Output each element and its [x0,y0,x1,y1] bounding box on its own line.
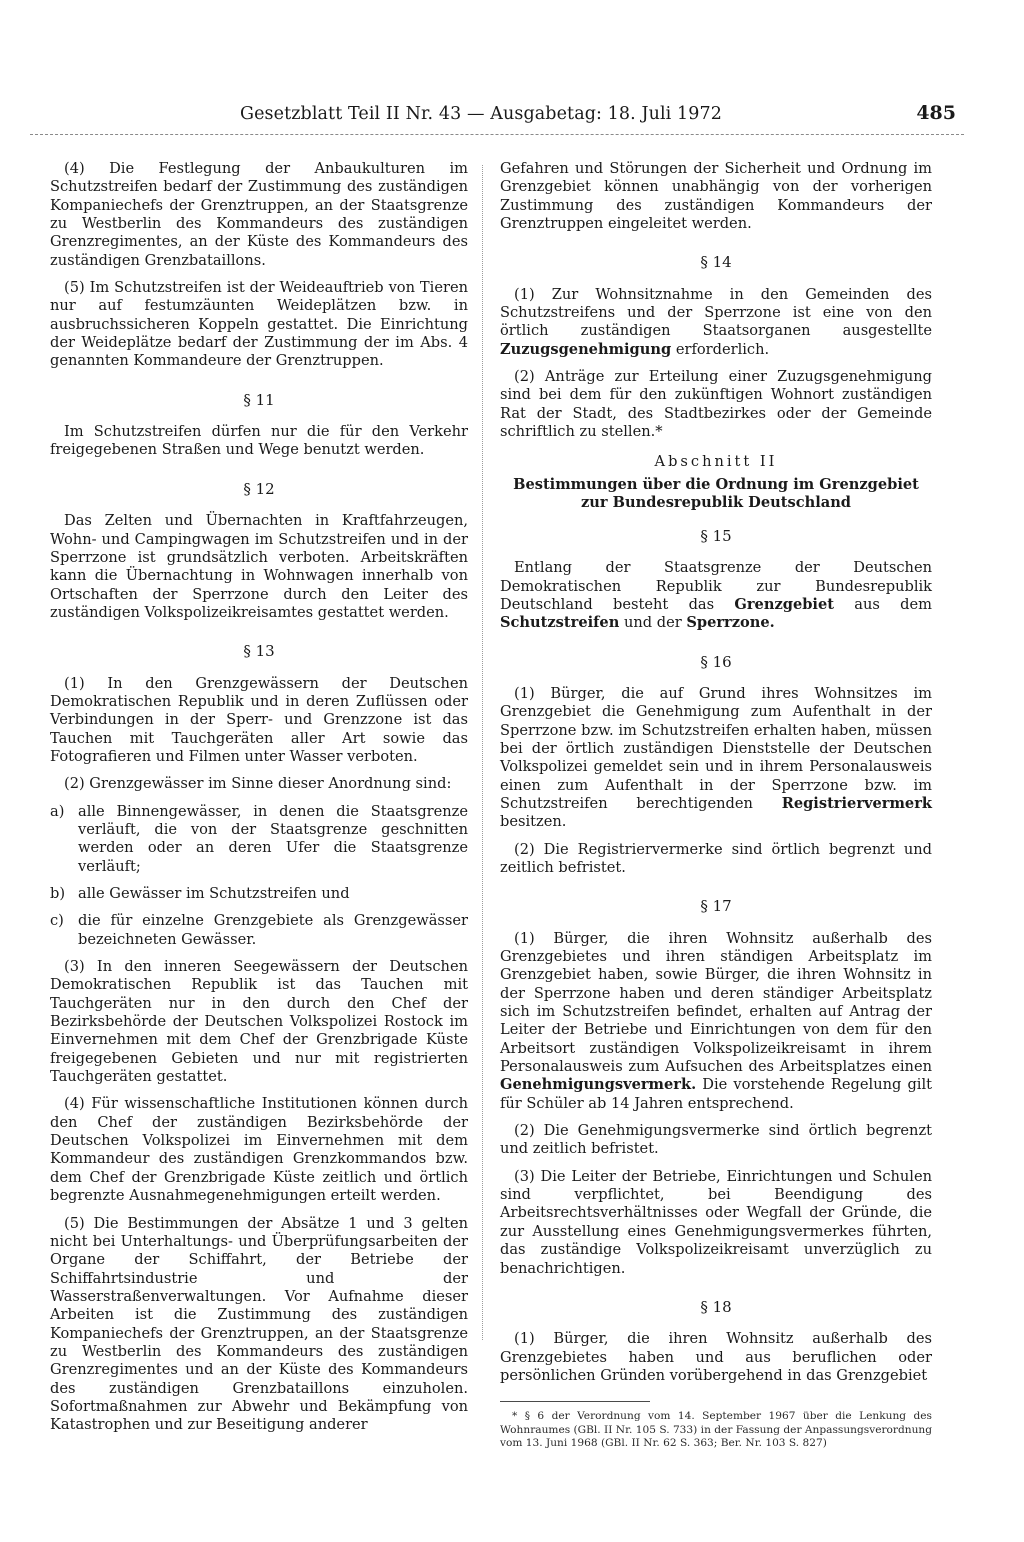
section-13-heading: § 13 [243,642,275,661]
section-13-paragraph-5: (5) Die Bestimmungen der Absätze 1 und 3 gelten nicht bei Unterhaltungs- und Überprüfungsarbeiten der Organe der Schiffahrt, der Betriebe der Schiffahrtsindustrie und der Wasserstraßenverwaltungen. Vor Aufnahme dieser Arbeiten ist die Zustimmung des zuständigen Kompaniechefs der Grenztruppen, an der Staatsgrenze zu Westberlin des Kommandeurs des zuständigen Grenzregimentes und an der Küste des Kommandeurs des zuständigen Grenzbataillons einzuholen. Sofortmaßnahmen zur Abwehr und Bekämpfung von Katastrophen und zur Beseitigung anderer [50,1214,468,1434]
text-run: Die vorstehende Regelung gilt für Schüler ab 14 Jahren entsprechend. [500,1076,932,1112]
list-item [50,885,468,903]
right-column [500,160,932,1451]
paragraph-4-anbaukulturen: (4) Die Festlegung der Anbaukulturen im Schutzstreifen bedarf der Zustimmung des zuständigen Kompaniechefs der Grenztruppen, an der Staatsgrenze zu Westberlin des Kommandeurs des zuständigen Grenzregimentes, an der Küste des Kommandeurs des zuständigen Grenzbataillons. [50,160,468,269]
list-text: alle Gewässer im Schutzstreifen und [78,885,350,902]
column-divider [482,165,483,1340]
section-13-paragraph-1: (1) In den Grenzgewässern der Deutschen Demokratischen Republik und in deren Zuflüssen oder Verbindungen in der Sperr- und Grenzzone ist das Tauchen mit Tauchgeräten aller Art sowie das Fotografieren und Filmen unter Wasser verboten. [50,674,468,765]
section-18-heading: § 18 [700,1297,732,1316]
bold-term: Grenzgebiet [734,595,835,613]
section-16-paragraph-2: (2) Die Registriervermerke sind örtlich begrenzt und zeitlich befristet. [500,840,932,876]
section-13-paragraph-2: (2) Grenzgewässer im Sinne dieser Anordnung sind: [64,775,452,793]
text-run: und der [619,614,687,632]
section-15-heading: § 15 [700,526,732,545]
section-14-paragraph-2: (2) Anträge zur Erteilung einer Zuzugsgenehmigung sind bei dem für den zukünftigen Wohnort zuständigen Rat der Stadt, des Stadtbezirkes oder der Gemeinde schriftlich zu stellen.* [500,368,932,441]
text-run: erforderlich. [671,340,770,358]
footnote-rule [500,1401,650,1402]
list-text: alle Binnengewässer, in denen die Staatsgrenze verläuft, die von der Staatsgrenze geschnitten werden oder an deren Ufer die Staatsgrenze verläuft; [78,802,468,875]
text-run: besitzen. [500,813,567,831]
section-16-paragraph-1 [500,685,932,832]
section-17-paragraph-1 [500,930,932,1113]
section-14-heading: § 14 [700,253,732,272]
abschnitt-title [500,476,932,513]
bold-term: Registriervermerk [781,794,932,812]
list-marker: c) [50,912,64,930]
section-13-paragraph-4: (4) Für wissenschaftliche Institutionen können durch den Chef der zuständigen Bezirksbehörde der Deutschen Volkspolizei im Einvernehmen mit dem Kommandeur des zuständigen Grenzkommandos bzw. dem Chef der Grenzbrigade Küste zeitlich und örtlich begrenzte Ausnahmegenehmigungen erteilt werden. [50,1095,468,1205]
header-rule [30,134,964,135]
list-marker: b) [50,885,66,902]
bold-term: Genehmigungsvermerk. [500,1076,697,1094]
section-13-paragraph-3: (3) In den inneren Seegewässern der Deutschen Demokratischen Republik ist das Tauchen mit Tauchgeräten nur in den durch den Chef der Bezirksbehörde der Deutschen Volkspolizei Rostock im Einvernehmen mit dem Chef der Grenzbrigade Küste freigegebenen Gebieten und nur mit registrierten Tauchgeräten gestattet. [50,958,468,1086]
section-12-heading: § 12 [243,479,275,498]
bold-term: Schutzstreifen [500,614,620,632]
section-12-text: Das Zelten und Übernachten in Kraftfahrzeugen, Wohn- und Campingwagen im Schutzstreifen und in der Sperrzone ist grundsätzlich verboten. Arbeitskräften kann die Übernachtung in Wohnwagen innerhalb von Ortschaften der Sperrzone durch den Leiter des zuständigen Volkspolizeikreisamtes gestattet werden. [50,512,468,621]
page-number: 485 [916,102,956,124]
text-run: aus dem [834,595,932,613]
abschnitt-label: Abschnitt II [654,453,778,471]
text-run: (1) Zur Wohnsitznahme in den Gemeinden des Schutzstreifens und der Sperrzone ist eine von den örtlich zuständigen Staatsorganen ausgestellte [500,285,932,340]
list-item [50,803,468,876]
section-11-heading: § 11 [243,390,275,409]
section-15-text [500,559,932,632]
text-run: (1) Bürger, die auf Grund ihres Wohnsitzes im Grenzgebiet die Genehmigung zum Aufenthalt in der Sperrzone bzw. im Schutzstreifen erhalten haben, müssen bei der örtlich zuständigen Dienststelle der Deutschen Volkspolizei gemeldet sein und in ihrem Personalausweis einen zum Aufenthalt in der Sperrzone bzw. im Schutzstreifen berechtigenden [500,684,932,812]
list-item [50,912,468,949]
section-11-text: Im Schutzstreifen dürfen nur die für den Verkehr freigegebenen Straßen und Wege benutzt werden. [50,423,468,459]
left-column [50,160,468,1444]
section-17-heading: § 17 [700,897,732,916]
list-text: die für einzelne Grenzgebiete als Grenzgewässer bezeichneten Gewässer. [78,912,468,948]
section-18-paragraph-1: (1) Bürger, die ihren Wohnsitz außerhalb des Grenzgebietes haben und aus beruflichen oder persönlichen Gründen vorübergehend in das Grenzgebiet [500,1330,932,1384]
section-17-paragraph-3: (3) Die Leiter der Betriebe, Einrichtungen und Schulen sind verpflichtet, bei Beendigung des Arbeitsrechtsverhältnisses oder Wegfall der Gründe, die zur Ausstellung eines Genehmigungsvermerkes führten, das zuständige Volkspolizeikreisamt unverzüglich zu benachrichtigen. [500,1167,932,1277]
text-run: Entlang der Staatsgrenze der Deutschen Demokratischen Republik zur Bundesrepublik Deutschland besteht das [500,559,932,613]
bold-term: Zuzugsgenehmigung [500,340,672,358]
abschnitt-title-line-2: zur Bundesrepublik Deutschland [580,494,852,512]
gazette-title: Gesetzblatt Teil II Nr. 43 — Ausgabetag: 18. Juli 1972 [240,104,722,124]
footnote: * § 6 der Verordnung vom 14. September 1967 über die Lenkung des Wohnraumes (GBl. II Nr. 105 S. 733) in der Fassung der Anpassungsverordnung vom 13. Juni 1968 (GBl. II Nr. 62 S. 363; Ber. Nr. 103 S. 827) [500,1410,932,1450]
section-17-paragraph-2: (2) Die Genehmigungsvermerke sind örtlich begrenzt und zeitlich befristet. [500,1122,932,1158]
bold-term: Sperrzone. [686,614,775,632]
page-header [30,100,964,130]
abschnitt-title-line-1: Bestimmungen über die Ordnung im Grenzgebiet [513,475,919,493]
section-14-paragraph-1 [500,286,932,359]
list-marker: a) [50,802,65,820]
continued-paragraph: Gefahren und Störungen der Sicherheit und Ordnung im Grenzgebiet können unabhängig von der vorherigen Zustimmung des zuständigen Kommandeurs der Grenztruppen eingeleitet werden. [500,160,932,233]
text-run: (1) Bürger, die ihren Wohnsitz außerhalb des Grenzgebietes und ihren ständigen Arbeitsplatz im Grenzgebiet haben, sowie Bürger, die ihren Wohnsitz in der Sperrzone haben und deren ständiger Arbeitsplatz sich im Schutzstreifen befindet, erhalten auf Antrag der Leiter der Betriebe und Einrichtungen von dem für den Arbeitsort zuständigen Volkspolizeikreisamt in ihrem Personalausweis zum Aufsuchen des Arbeitsplatzes einen [500,929,932,1076]
paragraph-5-weideauftrieb: (5) Im Schutzstreifen ist der Weideauftrieb von Tieren nur auf festumzäunten Weideplätzen bzw. in ausbruchssicheren Koppeln gestattet. Die Einrichtung der Weideplätze bedarf der Zustimmung der im Abs. 4 genannten Kommandeure der Grenztruppen. [50,279,468,370]
section-16-heading: § 16 [700,652,732,671]
